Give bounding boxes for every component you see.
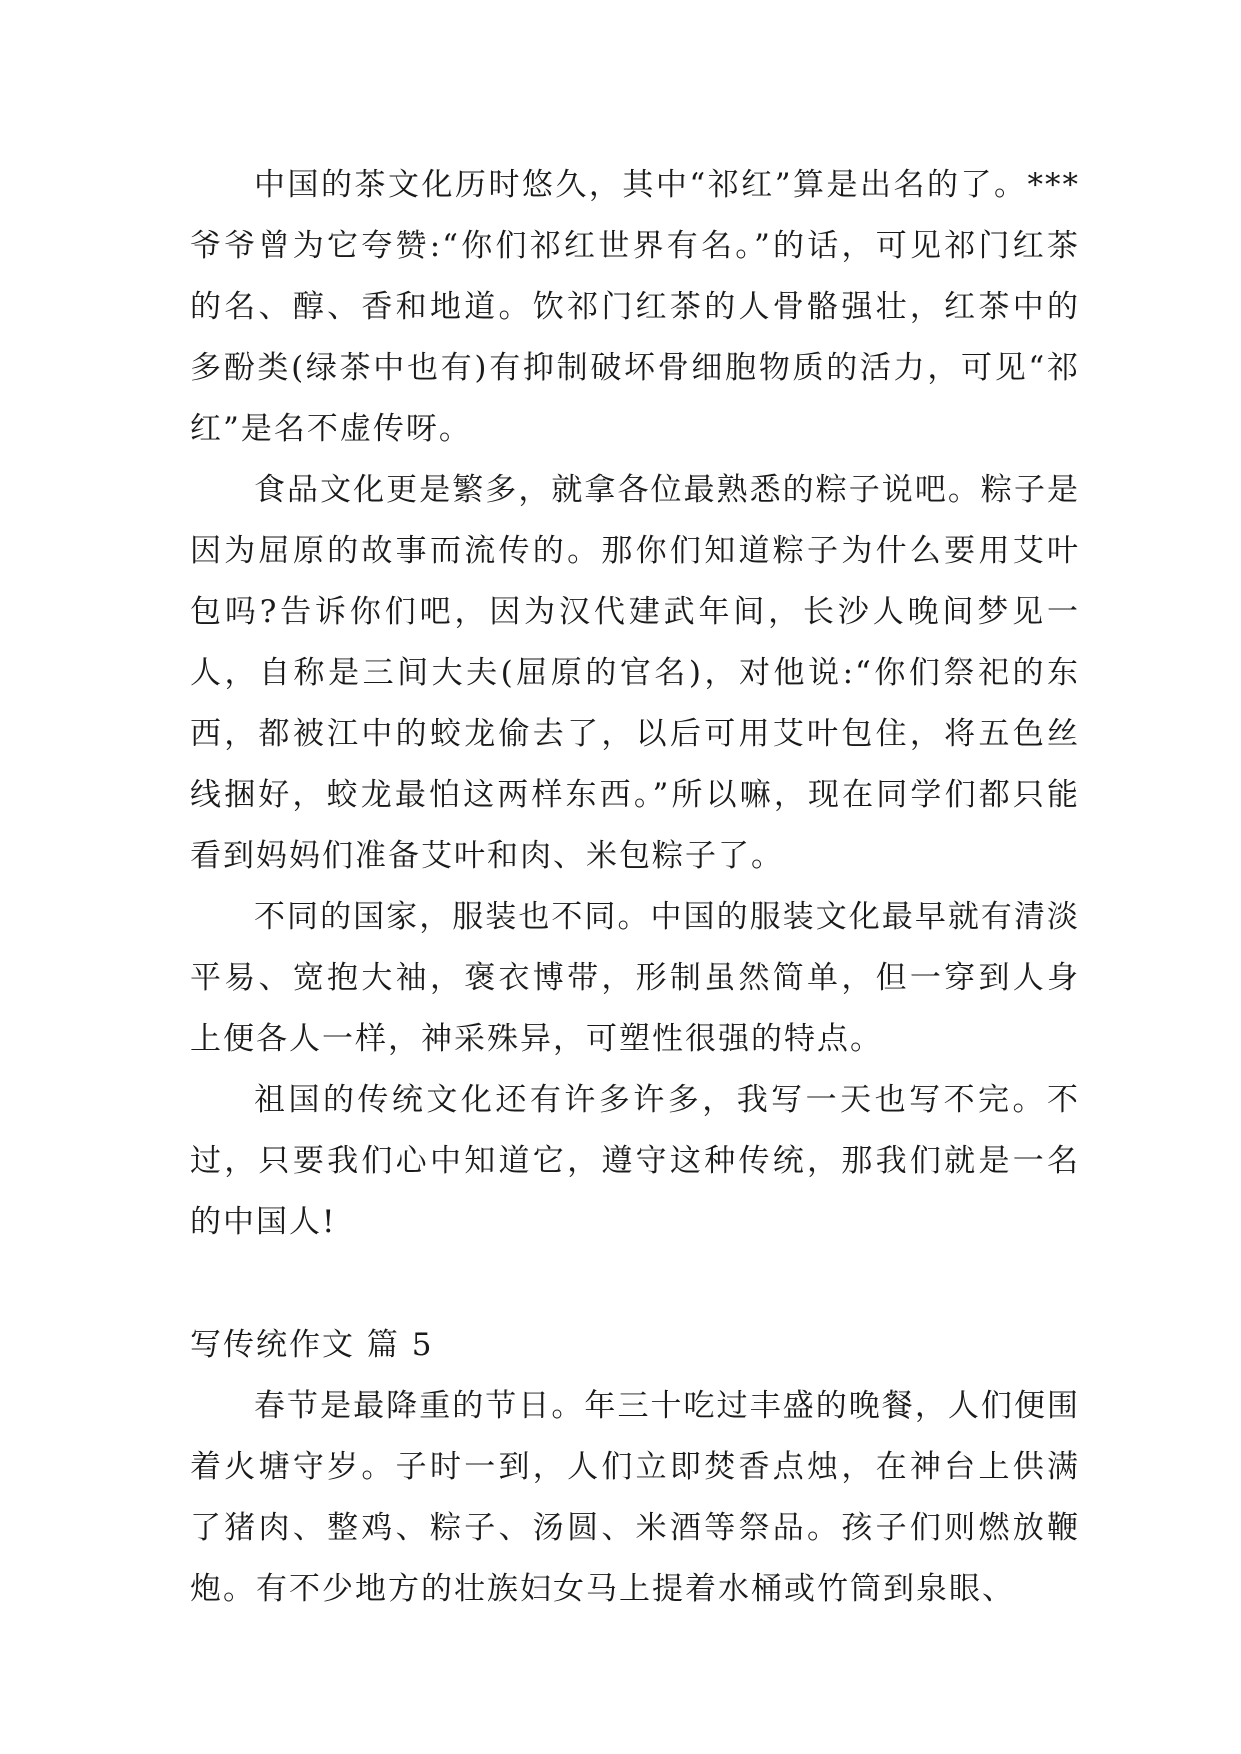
paragraph-clothing-culture: 不同的国家，服装也不同。中国的服装文化最早就有清淡平易、宽抱大袖，褒衣博带，形制虽然简单，但一穿到人身上便各人一样，神采殊异，可塑性很强的特点。 [190,899,1080,1057]
paragraph-conclusion: 祖国的传统文化还有许多许多，我写一天也写不完。不过，只要我们心中知道它，遵守这种传统，那我们就是一名的中国人! [190,1082,1080,1240]
paragraph-tea-culture: 中国的茶文化历时悠久，其中“祁红”算是出名的了。***爷爷曾为它夸赞:“你们祁红世界有名。”的话，可见祁门红茶的名、醇、香和地道。饮祁门红茶的人骨骼强壮，红茶中的多酚类(绿茶中也有)有抑制破坏骨细胞物质的活力，可见“祁红”是名不虚传呀。 [190,167,1080,447]
document-body [190,155,1080,1620]
paragraph-food-culture: 食品文化更是繁多，就拿各位最熟悉的粽子说吧。粽子是因为屈原的故事而流传的。那你们知道粽子为什么要用艾叶包吗?告诉你们吧，因为汉代建武年间，长沙人晚间梦见一人，自称是三间大夫(屈原的官名)，对他说:“你们祭祀的东西，都被江中的蛟龙偷去了，以后可用艾叶包住，将五色丝线捆好，蛟龙最怕这两样东西。”所以嘛，现在同学们都只能看到妈妈们准备艾叶和肉、米包粽子了。 [190,472,1080,874]
paragraph-spring-festival: 春节是最降重的节日。年三十吃过丰盛的晚餐，人们便围着火塘守岁。子时一到，人们立即焚香点烛，在神台上供满了猪肉、整鸡、粽子、汤圆、米酒等祭品。孩子们则燃放鞭炮。有不少地方的壮族妇女马上提着水桶或竹筒到泉眼、 [190,1388,1080,1607]
section-heading: 写传统作文 篇 5 [190,1327,434,1363]
